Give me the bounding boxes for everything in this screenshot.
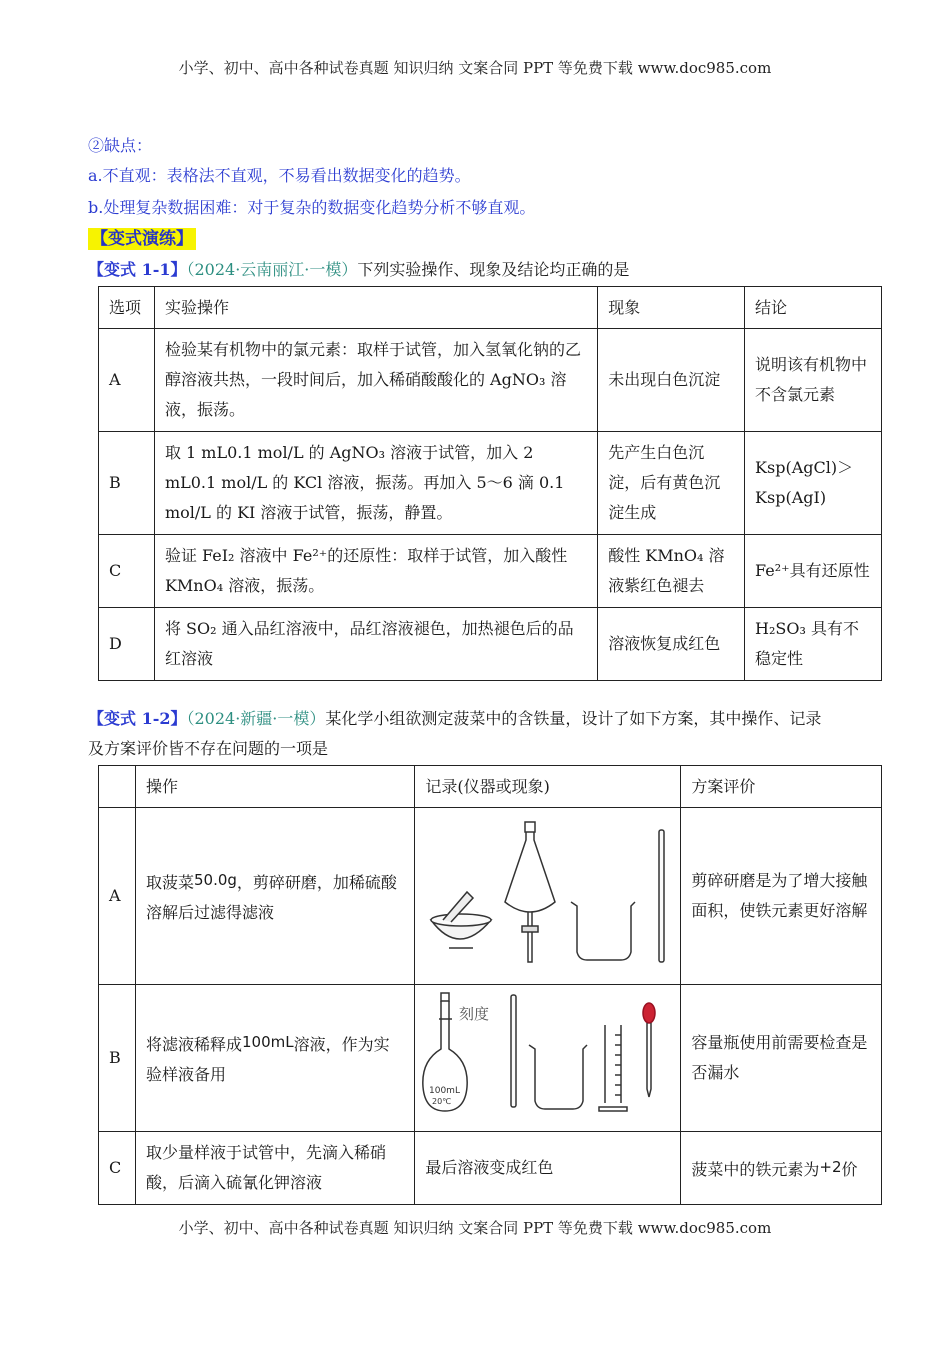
q2-tag: 【变式 1-2】 — [88, 709, 187, 728]
table-row — [99, 329, 882, 432]
page-footer: 小学、初中、高中各种试卷真题 知识归纳 文案合同 PPT 等免费下载 www.doc985.com — [178, 1219, 772, 1237]
operation-cell: 取菠菜50.0g，剪碎研磨，加稀硫酸溶解后过滤得滤液 — [135, 808, 414, 985]
glass-rod-icon — [511, 995, 516, 1107]
beaker-icon — [529, 1045, 587, 1109]
option-label: C — [99, 1132, 136, 1205]
mortar-and-pestle-icon — [431, 892, 491, 948]
table-row — [99, 808, 882, 985]
separatory-funnel-icon — [505, 822, 555, 962]
q1-stem — [88, 257, 629, 280]
operation-cell: 将滤液稀释成100mL溶液，作为实验样液备用 — [135, 985, 414, 1132]
flask-volume-label: 100mL — [429, 1086, 461, 1096]
graduation-mark-label: 刻度 — [459, 1005, 490, 1023]
conclusion-cell: 说明该有机物中不含氯元素 — [745, 329, 882, 432]
q2-table — [98, 765, 882, 1205]
option-label: D — [99, 608, 155, 681]
volume-value: 100mL — [242, 1032, 294, 1051]
valence-value: +2 — [819, 1157, 842, 1176]
table-row — [99, 1132, 882, 1205]
conclusion-cell: H₂SO₃ 具有不稳定性 — [745, 608, 882, 681]
intro-heading: ②缺点： — [88, 136, 153, 155]
q2-header-evaluation: 方案评价 — [681, 766, 882, 808]
q2-header-row — [99, 766, 882, 808]
section-title: 【变式演练】 — [88, 224, 196, 249]
q1-header-row — [99, 287, 882, 329]
q1-header-phenomenon: 现象 — [598, 287, 745, 329]
phenomenon-cell: 先产生白色沉淀，后有黄色沉淀生成 — [598, 432, 745, 535]
q2-question: 某化学小组欲测定菠菜中的含铁量，设计了如下方案，其中操作、记录 — [325, 709, 822, 728]
option-label: B — [99, 432, 155, 535]
intro-point-a: a.不直观：表格法不直观，不易看出数据变化的趋势。 — [88, 166, 471, 185]
evaluation-cell: 菠菜中的铁元素为+2价 — [681, 1132, 882, 1205]
q1-table — [98, 286, 882, 681]
q2-stem-line2: 及方案评价皆不存在问题的一项是 — [88, 739, 329, 758]
operation-cell: 验证 FeI₂ 溶液中 Fe²⁺的还原性：取样于试管，加入酸性 KMnO₄ 溶液，振荡。 — [154, 535, 597, 608]
table-row — [99, 535, 882, 608]
conclusion-cell: Ksp(AgCl)＞Ksp(AgI) — [745, 432, 882, 535]
beaker-icon — [571, 902, 635, 960]
q2-source: （2024·新疆·一模） — [186, 709, 326, 728]
operation-cell: 取 1 mL0.1 mol/L 的 AgNO₃ 溶液于试管，加入 2 mL0.1 mol/L 的 KCl 溶液，振荡。再加入 5～6 滴 0.1 mol/L 的 KI 溶液于试管，振荡，静置。 — [154, 432, 597, 535]
phenomenon-cell: 溶液恢复成红色 — [598, 608, 745, 681]
q1-header-operation: 实验操作 — [154, 287, 597, 329]
glass-rod-icon — [659, 830, 664, 962]
evaluation-cell: 剪碎研磨是为了增大接触面积，使铁元素更好溶解 — [681, 808, 882, 985]
operation-cell: 将 SO₂ 通入品红溶液中，品红溶液褪色，加热褪色后的品红溶液 — [154, 608, 597, 681]
phenomenon-cell: 酸性 KMnO₄ 溶液紫红色褪去 — [598, 535, 745, 608]
intro-point-b: b.处理复杂数据困难：对于复杂的数据变化趋势分析不够直观。 — [88, 198, 536, 217]
option-label: A — [99, 329, 155, 432]
evaluation-cell: 容量瓶使用前需要检查是否漏水 — [681, 985, 882, 1132]
page-header: 小学、初中、高中各种试卷真题 知识归纳 文案合同 PPT 等免费下载 www.doc985.com — [178, 59, 772, 77]
option-label: B — [99, 985, 136, 1132]
option-label: C — [99, 535, 155, 608]
apparatus-illustration — [419, 812, 675, 970]
table-row — [99, 985, 882, 1132]
q1-source: （2024·云南丽江·一模） — [186, 260, 358, 279]
q1-tag: 【变式 1-1】 — [88, 260, 187, 279]
option-label: A — [99, 808, 136, 985]
q1-question: 下列实验操作、现象及结论均正确的是 — [357, 260, 630, 279]
operation-cell: 取少量样液于试管中，先滴入稀硝酸，后滴入硫氰化钾溶液 — [135, 1132, 414, 1205]
q2-stem-line1 — [88, 706, 821, 729]
flask-temperature-label: 20℃ — [432, 1097, 452, 1106]
operation-cell: 检验某有机物中的氯元素：取样于试管，加入氢氧化钠的乙醇溶液共热，一段时间后，加入稀硝酸酸化的 AgNO₃ 溶液，振荡。 — [154, 329, 597, 432]
conclusion-cell: Fe²⁺具有还原性 — [745, 535, 882, 608]
dropper-icon — [643, 1003, 655, 1097]
table-row — [99, 432, 882, 535]
q1-header-conclusion: 结论 — [745, 287, 882, 329]
apparatus-illustration — [419, 989, 675, 1117]
q1-header-option: 选项 — [99, 287, 155, 329]
record-cell — [415, 808, 681, 985]
table-row — [99, 608, 882, 681]
q2-header-blank — [99, 766, 136, 808]
graduated-cylinder-icon — [599, 1025, 627, 1111]
mass-value: 50.0g — [194, 870, 237, 889]
record-cell — [415, 985, 681, 1132]
q2-header-record: 记录(仪器或现象) — [415, 766, 681, 808]
phenomenon-cell: 未出现白色沉淀 — [598, 329, 745, 432]
record-cell: 最后溶液变成红色 — [415, 1132, 681, 1205]
q2-header-operation: 操作 — [135, 766, 414, 808]
